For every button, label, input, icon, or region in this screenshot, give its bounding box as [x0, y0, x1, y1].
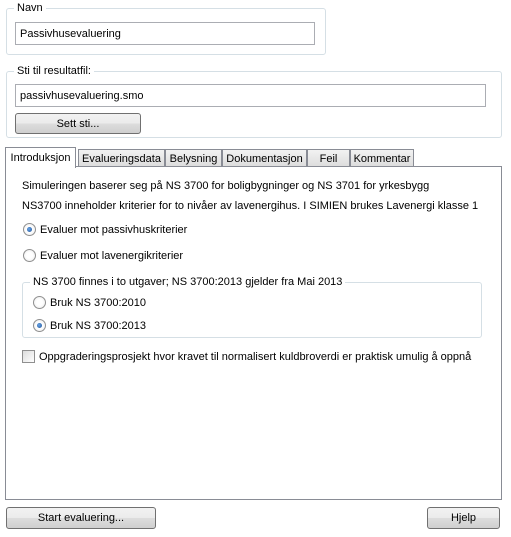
- radio-lowenergy[interactable]: [23, 249, 36, 262]
- tab-dokumentasjon[interactable]: Dokumentasjon: [222, 149, 307, 167]
- result-path-input[interactable]: passivhusevaluering.smo: [15, 84, 486, 107]
- radio-ns-2013-label[interactable]: Bruk NS 3700:2013: [50, 320, 147, 332]
- radio-selected-dot: [37, 323, 42, 328]
- radio-selected-dot: [27, 227, 32, 232]
- radio-lowenergy-label[interactable]: Evaluer mot lavenergikriterier: [40, 250, 184, 262]
- tab-kommentar[interactable]: Kommentar: [350, 149, 414, 167]
- upgrade-checkbox[interactable]: [22, 350, 35, 363]
- result-path-legend: Sti til resultatfil:: [14, 64, 94, 78]
- ns-version-groupbox: [22, 276, 482, 338]
- tab-belysning[interactable]: Belysning: [165, 149, 222, 167]
- intro-line-1: Simuleringen baserer seg på NS 3700 for boligbygninger og NS 3701 for yrkesbygg: [22, 180, 430, 192]
- tab-evalueringsdata[interactable]: Evalueringsdata: [78, 149, 165, 167]
- tab-introduksjon[interactable]: Introduksjon: [5, 147, 76, 168]
- name-input[interactable]: Passivhusevaluering: [15, 22, 315, 45]
- radio-ns-2010-label[interactable]: Bruk NS 3700:2010: [50, 297, 147, 309]
- tab-feil[interactable]: Feil: [307, 149, 350, 167]
- radio-ns-2010[interactable]: [33, 296, 46, 309]
- radio-passive[interactable]: [23, 223, 36, 236]
- intro-line-2: NS3700 inneholder kriterier for to nivåer av lavenergihus. I SIMIEN brukes Lavenergi klasse 1: [22, 200, 479, 212]
- start-evaluation-button[interactable]: Start evaluering...: [6, 507, 156, 529]
- set-path-button[interactable]: Sett sti...: [15, 113, 141, 134]
- intro-tab-panel: [5, 166, 502, 500]
- ns-version-legend: NS 3700 finnes i to utgaver; NS 3700:2013 gjelder fra Mai 2013: [30, 275, 345, 289]
- help-button[interactable]: Hjelp: [427, 507, 500, 529]
- name-groupbox: [6, 2, 326, 55]
- name-legend: Navn: [14, 1, 46, 15]
- result-path-groupbox: [6, 65, 502, 138]
- upgrade-checkbox-label[interactable]: Oppgraderingsprosjekt hvor kravet til normalisert kuldbroverdi er praktisk umulig å oppnå: [39, 351, 472, 363]
- radio-passive-label[interactable]: Evaluer mot passivhuskriterier: [40, 224, 188, 236]
- radio-ns-2013[interactable]: [33, 319, 46, 332]
